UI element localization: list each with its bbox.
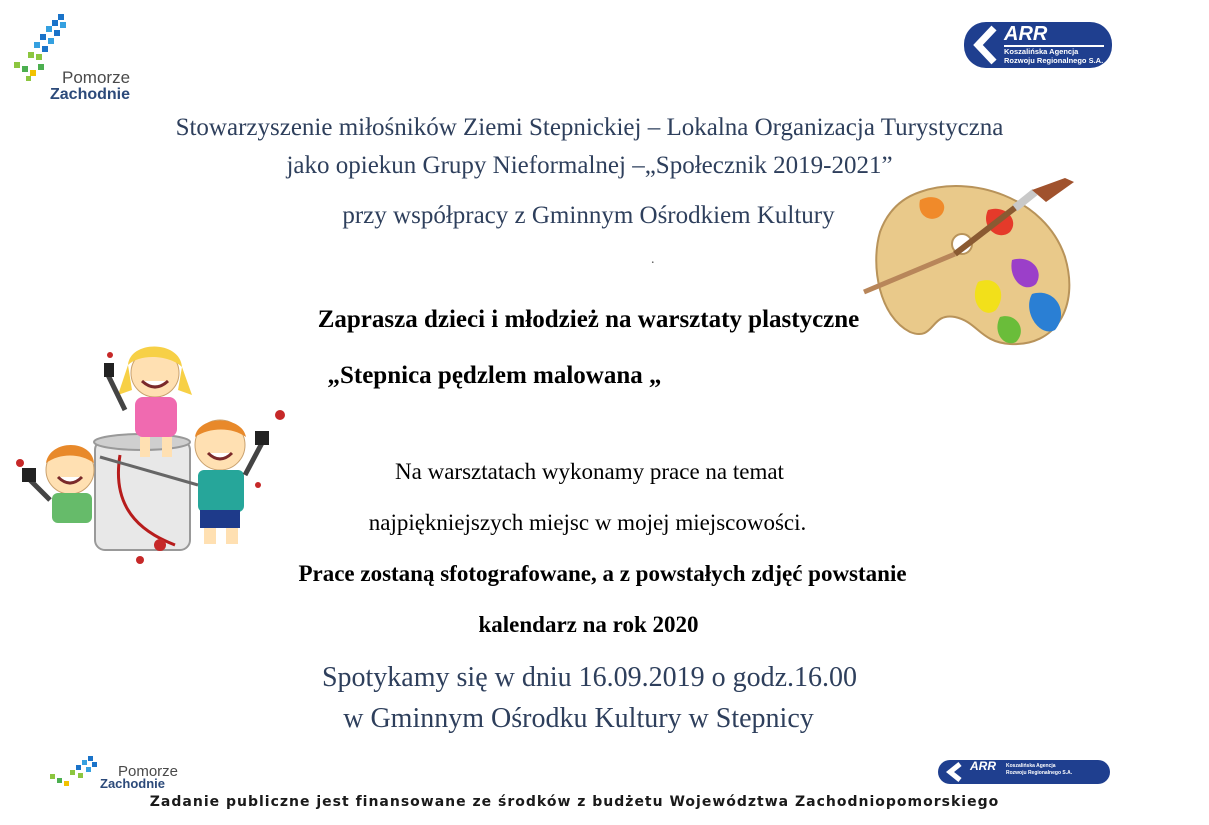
stray-dot: . [651,252,655,267]
arr-small-title: ARR [970,759,996,773]
arr-chevron-small-icon [942,760,972,784]
arr-logo-bottom [938,760,1110,784]
meeting-line-2: w Gminnym Ośrodku Kultury w Stepnicy [343,703,814,734]
body-line-3: Prace zostaną sfotografowane, a z powstałych zdjęć powstanie [298,561,907,586]
arr-small-sub2: Rozwoju Regionalnego S.A. [1006,770,1073,776]
meeting-line-1: Spotykamy się w dniu 16.09.2019 o godz.16.00 [321,662,858,693]
kids-painting-illustration [0,335,300,575]
header-line-1: Stowarzyszenie miłośników Ziemi Stepnickiej – Lokalna Organizacja Turystyczna [175,114,1004,141]
workshop-title: „Stepnica pędzlem malowana „ [327,362,662,389]
funding-footer: Zadanie publiczne jest finansowane ze środków z budżetu Województwa Zachodniopomorskiego [149,794,1000,810]
pomorze-zachodnie-logo-top [12,12,142,104]
pomorze-small-line2: Zachodnie [100,776,166,791]
pomorze-logo-line1: Pomorze [62,68,131,87]
header-line-2: jako opiekun Grupy Nieformalnej –„Społecznik 2019-2021” [286,152,893,179]
invite-line: Zaprasza dzieci i młodzież na warsztaty plastyczne [317,306,860,333]
arr-logo-top [964,22,1112,68]
arr-logo-sub1: Koszalińska Agencja [1004,47,1079,56]
pomorze-small-line1: Pomorze [118,763,179,780]
body-line-4: kalendarz na rok 2020 [478,612,699,637]
pomorze-logo-small-icon [48,754,104,790]
pomorze-zachodnie-logo-bottom [48,752,228,792]
header-line-3: przy współpracy z Gminnym Ośrodkiem Kultury [342,202,835,229]
arr-logo-sub2: Rozwoju Regionalnego S.A. [1004,56,1104,65]
pomorze-logo-line2: Zachodnie [50,86,131,103]
body-line-2: najpiękniejszych miejsc w mojej miejscowości. [368,510,807,535]
body-line-1: Na warsztatach wykonamy prace na temat [395,459,784,484]
arr-chevron-icon [968,22,1008,68]
arr-logo-title: ARR [1004,23,1048,45]
arr-small-sub1: Koszalińska Agencja [1006,763,1056,769]
